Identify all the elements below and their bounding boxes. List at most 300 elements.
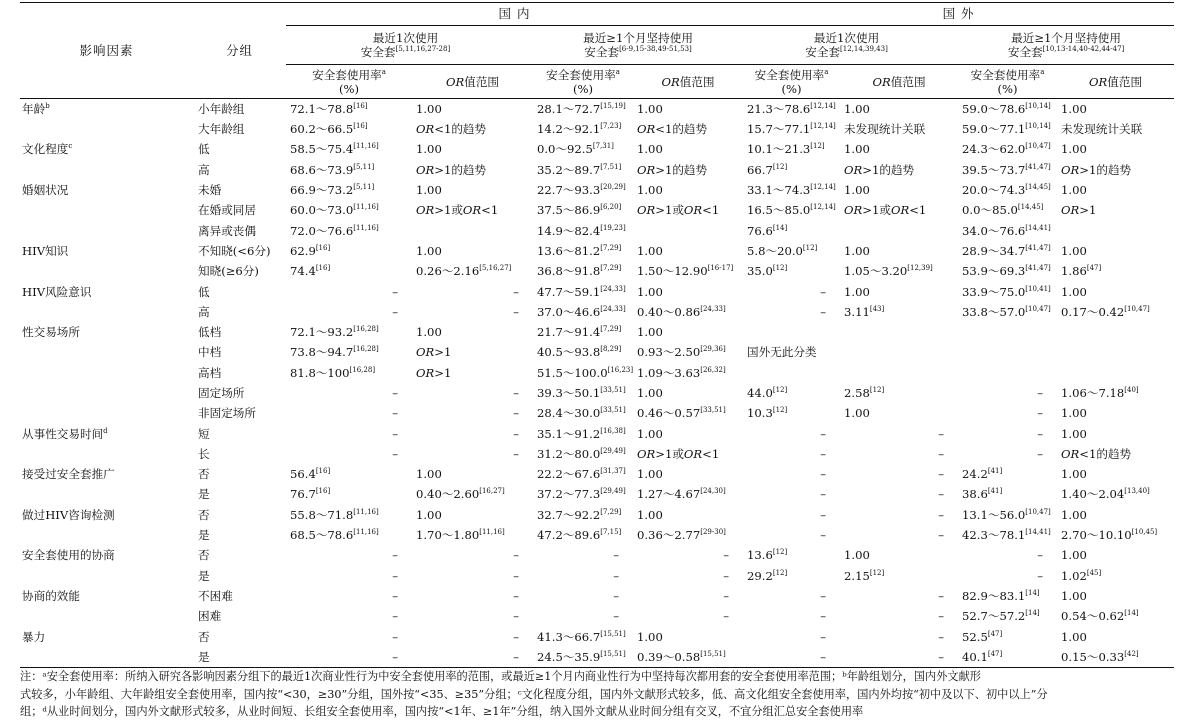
or-cell — [840, 586, 958, 606]
group-label: 否 — [198, 548, 210, 563]
or-cell — [633, 545, 743, 565]
cell-value: – — [513, 588, 519, 603]
group-cell — [193, 220, 286, 240]
factor-cell — [20, 505, 193, 525]
reference-citation: [14] — [1025, 588, 1040, 597]
reference-citation: [14] — [772, 223, 788, 232]
reference-citation: [5,11,16,27-28] — [395, 45, 451, 53]
rate-cell — [533, 505, 633, 525]
cell-value: 51.5～100.0 — [537, 365, 608, 380]
factor-header: 影响因素 — [20, 3, 193, 99]
rate-cell — [533, 99, 633, 120]
table-row — [20, 160, 1174, 180]
or-cell — [840, 302, 958, 322]
factor-label: 安全套使用的协商 — [22, 548, 115, 563]
or-column-header — [1057, 65, 1174, 99]
cell-value: 33.9～75.0 — [962, 284, 1026, 299]
table-row — [20, 545, 1174, 565]
reference-citation: [12,14] — [810, 203, 836, 212]
or-cell — [633, 322, 743, 342]
reference-citation: [10,13-14,40-42,44-47] — [1042, 45, 1125, 53]
rate-cell — [958, 647, 1057, 668]
reference-citation: [11,16] — [479, 528, 505, 537]
cell-value: 62.9 — [290, 243, 316, 258]
factor-label: 性交易场所 — [22, 325, 80, 340]
group-cell — [193, 342, 286, 362]
cell-value: OR>1的趋势 — [416, 162, 487, 177]
cell-value: OR<1的趋势 — [416, 122, 487, 137]
rate-cell — [286, 484, 412, 504]
study-group-header — [533, 26, 743, 65]
rate-cell — [286, 464, 412, 484]
or-cell — [633, 383, 743, 403]
cell-value: 0.39～0.58 — [637, 649, 701, 664]
cell-value: – — [513, 386, 519, 400]
or-cell — [840, 119, 958, 139]
cell-value: 47.7～59.1 — [537, 284, 601, 299]
reference-citation: [16] — [353, 102, 368, 110]
group-cell — [193, 139, 286, 159]
cell-value: 未发现统计关联 — [1061, 122, 1143, 137]
rate-cell — [533, 322, 633, 342]
rate-cell — [286, 383, 412, 403]
cell-value: 28.4～30.0 — [537, 406, 601, 421]
or-label: OR — [445, 74, 465, 89]
cell-value: 81.8～100 — [290, 365, 350, 380]
group-label: 大年龄组 — [198, 122, 245, 137]
reference-citation: [11,16] — [353, 507, 379, 516]
cell-value: – — [1037, 446, 1044, 461]
or-cell — [633, 423, 743, 443]
cell-value: 33.1～74.3 — [747, 183, 811, 198]
cell-value: 0.0～92.5 — [537, 142, 593, 157]
table-body — [20, 99, 1174, 668]
cell-value: 1.06～7.18 — [1061, 386, 1125, 400]
or-cell — [1057, 647, 1174, 668]
reference-citation: [10,47] — [1025, 507, 1051, 516]
or-cell — [412, 505, 533, 525]
or-cell — [412, 119, 533, 139]
cell-value: 1.00 — [637, 284, 663, 299]
reference-citation: [12] — [869, 386, 885, 394]
footnote-mark: d — [103, 426, 108, 435]
reference-citation: [41,47] — [1025, 243, 1051, 252]
reference-citation: [45] — [1086, 568, 1102, 577]
reference-citation: [42] — [1124, 649, 1139, 658]
rate-cell — [743, 606, 840, 626]
cell-value: 1.00 — [1061, 142, 1087, 157]
rate-column-header — [958, 65, 1057, 99]
cell-value: – — [392, 548, 398, 563]
group-label: 在婚或同居 — [198, 203, 256, 218]
table-row — [20, 99, 1174, 120]
or-cell — [840, 160, 958, 180]
reference-citation: [12,14] — [810, 183, 836, 192]
factor-cell — [20, 464, 193, 484]
or-cell — [412, 586, 533, 606]
rate-cell — [743, 139, 840, 159]
table-row — [20, 302, 1174, 322]
cell-value: 52.7～57.2 — [962, 609, 1026, 624]
rate-cell — [743, 566, 840, 586]
rate-cell — [533, 383, 633, 403]
reference-citation: [7,23] — [600, 122, 622, 131]
cell-value: 72.1～93.2 — [290, 325, 354, 340]
cell-value: – — [513, 609, 519, 624]
cell-value: – — [820, 629, 827, 644]
or-cell — [412, 220, 533, 240]
factor-cell — [20, 180, 193, 200]
or-cell — [1057, 139, 1174, 159]
cell-value: 1.00 — [637, 386, 663, 400]
rate-cell — [743, 626, 840, 646]
reference-citation: [12] — [802, 243, 818, 252]
cell-value: – — [1037, 426, 1044, 441]
or-cell — [840, 505, 958, 525]
cell-value: – — [938, 487, 945, 502]
or-cell — [1057, 606, 1174, 626]
factor-cell — [20, 261, 193, 281]
cell-value: 1.09～3.63 — [637, 365, 701, 380]
cell-value: 0.40～0.86 — [637, 304, 701, 319]
factor-cell — [20, 241, 193, 261]
rate-cell — [743, 464, 840, 484]
cell-value: 40.1 — [962, 649, 988, 664]
cell-value: – — [938, 528, 945, 543]
table-row — [20, 423, 1174, 443]
cell-value: – — [392, 588, 398, 603]
or-cell — [412, 383, 533, 403]
or-cell — [412, 99, 533, 120]
group-cell — [193, 505, 286, 525]
or-cell — [840, 403, 958, 423]
group-cell — [193, 200, 286, 220]
cell-value: – — [723, 588, 730, 603]
cell-value: – — [613, 568, 619, 583]
or-cell — [412, 241, 533, 261]
or-cell — [840, 363, 958, 383]
cell-value: 1.50～12.90 — [637, 264, 708, 279]
or-cell — [412, 160, 533, 180]
reference-citation: [10,41] — [1025, 284, 1051, 293]
or-cell — [1057, 160, 1174, 180]
rate-cell — [533, 220, 633, 240]
cell-value: – — [392, 629, 398, 644]
group-cell — [193, 484, 286, 504]
or-cell — [1057, 281, 1174, 301]
cell-value: 1.00 — [637, 142, 663, 157]
cell-value: 3.11 — [844, 304, 870, 319]
factor-cell — [20, 302, 193, 322]
cell-value: – — [392, 446, 398, 461]
cell-value: – — [513, 649, 519, 664]
reference-citation: [41,47] — [1025, 264, 1051, 273]
cell-value: 10.1～21.3 — [747, 142, 811, 157]
cell-value: OR>1的趋势 — [637, 162, 708, 177]
factor-cell — [20, 586, 193, 606]
cell-value: 1.00 — [416, 183, 442, 198]
study-group-line1: 最近≥1个月坚持使用 — [583, 31, 693, 45]
rate-cell — [286, 566, 412, 586]
cell-value: – — [513, 548, 519, 563]
rate-cell — [958, 322, 1057, 342]
group-header: 分组 — [193, 3, 286, 99]
or-column-header — [633, 65, 743, 99]
cell-value: – — [392, 426, 398, 441]
footnote-mark: a — [381, 67, 386, 76]
cell-value: 60.0～73.0 — [290, 203, 354, 218]
cell-value: 59.0～78.6 — [962, 102, 1026, 116]
rate-column-header — [533, 65, 633, 99]
cell-value: 34.0～76.6 — [962, 223, 1026, 238]
group-cell — [193, 302, 286, 322]
cell-value: 28.1～72.7 — [537, 102, 601, 116]
cell-value: 20.0～74.3 — [962, 183, 1026, 198]
table-row — [20, 505, 1174, 525]
or-cell — [840, 626, 958, 646]
cell-value: 40.5～93.8 — [537, 345, 601, 360]
rate-cell — [533, 464, 633, 484]
cell-value: 1.00 — [637, 183, 663, 198]
reference-citation: [16,23] — [607, 365, 633, 374]
cell-value: 32.7～92.2 — [537, 507, 601, 522]
or-cell — [840, 545, 958, 565]
cell-value: 0.40～2.60 — [416, 487, 480, 502]
footnote-mark: c — [68, 142, 73, 151]
rate-cell — [743, 99, 840, 120]
cell-value: 1.00 — [1061, 588, 1087, 603]
or-cell — [1057, 261, 1174, 281]
or-cell — [412, 525, 533, 545]
or-cell — [840, 220, 958, 240]
reference-citation: [10,47] — [1025, 142, 1051, 151]
cell-value: – — [613, 588, 619, 603]
group-cell — [193, 363, 286, 383]
cell-value: – — [513, 426, 519, 441]
cell-value: 31.2～80.0 — [537, 446, 601, 461]
reference-citation: [20,29] — [600, 183, 626, 192]
cell-value: OR>1的趋势 — [1061, 162, 1132, 177]
rate-cell — [958, 626, 1057, 646]
group-cell — [193, 606, 286, 626]
or-cell — [633, 241, 743, 261]
cell-value: OR<1的趋势 — [1061, 446, 1132, 461]
factor-label: 婚姻状况 — [22, 183, 69, 198]
reference-citation: [16-17] — [707, 264, 734, 273]
or-cell — [1057, 505, 1174, 525]
table-row — [20, 241, 1174, 261]
cell-value: 2.58 — [844, 386, 870, 400]
data-table — [20, 2, 1174, 668]
table-row — [20, 200, 1174, 220]
study-group-header — [958, 26, 1174, 65]
cell-value: – — [723, 568, 730, 583]
group-label: 中档 — [198, 345, 222, 360]
reference-citation: [15,19] — [600, 102, 626, 110]
rate-cell — [743, 647, 840, 668]
cell-value: OR>1或OR<1 — [844, 203, 927, 218]
cell-value: 1.00 — [844, 284, 870, 299]
rate-cell — [533, 160, 633, 180]
reference-citation: [14,45] — [1017, 203, 1044, 212]
factor-label: 暴力 — [22, 629, 46, 644]
group-label: 是 — [198, 528, 210, 543]
footnote-mark: b — [45, 102, 50, 110]
cell-value: 37.2～77.3 — [537, 487, 601, 502]
cell-value: – — [513, 284, 519, 299]
cell-value: 0.26～2.16 — [416, 264, 480, 279]
or-cell — [840, 180, 958, 200]
cell-value: – — [1037, 568, 1044, 583]
cell-value: 0.15～0.33 — [1061, 649, 1125, 664]
reference-citation: [16,27] — [479, 487, 505, 496]
rate-cell — [958, 302, 1057, 322]
group-label: 是 — [198, 487, 210, 502]
rate-cell — [958, 545, 1057, 565]
rate-cell — [286, 626, 412, 646]
cell-value: – — [513, 406, 519, 421]
cell-value: 60.2～66.5 — [290, 122, 354, 137]
cell-value: 73.8～94.7 — [290, 345, 354, 360]
or-cell — [633, 342, 743, 362]
reference-citation: [24,33] — [600, 284, 626, 293]
rate-cell — [743, 444, 840, 464]
rate-cell — [286, 119, 412, 139]
group-label: 高 — [198, 304, 210, 319]
or-cell — [412, 200, 533, 220]
group-label: 长 — [198, 446, 210, 461]
factor-cell — [20, 403, 193, 423]
study-group-line1: 最近1次使用 — [813, 31, 880, 45]
reference-citation: [16] — [315, 243, 331, 252]
or-cell — [1057, 241, 1174, 261]
factor-cell — [20, 383, 193, 403]
factor-label: 接受过安全套推广 — [22, 467, 115, 482]
cell-value: – — [392, 649, 398, 664]
factor-cell — [20, 647, 193, 668]
reference-citation: [14,41] — [1025, 223, 1051, 232]
factor-cell — [20, 119, 193, 139]
reference-citation: [10,45] — [1131, 528, 1158, 537]
cell-value: 68.6～73.9 — [290, 162, 354, 177]
cell-value: 59.0～77.1 — [962, 122, 1026, 137]
reference-citation: [12] — [772, 406, 788, 415]
reference-citation: [16] — [315, 467, 331, 476]
factor-label: 文化程度 — [22, 142, 69, 157]
cell-value: 1.02 — [1061, 568, 1087, 583]
or-cell — [412, 322, 533, 342]
cell-value: 39.5～73.7 — [962, 162, 1026, 177]
rate-cell — [533, 626, 633, 646]
cell-value: 44.0 — [747, 386, 773, 400]
or-column-header — [840, 65, 958, 99]
reference-citation: [29-30] — [700, 528, 726, 537]
cell-value: – — [938, 467, 945, 482]
rate-cell — [533, 302, 633, 322]
rate-cell — [743, 241, 840, 261]
reference-citation: [47] — [1086, 264, 1102, 273]
rate-cell — [958, 606, 1057, 626]
cell-value: 1.00 — [637, 325, 663, 340]
or-cell — [633, 586, 743, 606]
rate-cell — [743, 160, 840, 180]
reference-citation: [12,14] — [810, 102, 836, 110]
or-cell — [633, 606, 743, 626]
rate-cell — [286, 99, 412, 120]
table-footnote — [20, 668, 1174, 721]
domestic-header: 国 内 — [286, 3, 743, 26]
or-cell — [633, 626, 743, 646]
cell-value: 0.36～2.77 — [637, 528, 701, 543]
rate-cell — [533, 281, 633, 301]
rate-cell — [958, 383, 1057, 403]
rate-cell — [958, 586, 1057, 606]
table-row — [20, 220, 1174, 240]
cell-value: – — [392, 568, 398, 583]
cell-value: – — [392, 386, 398, 400]
rate-cell — [743, 322, 840, 342]
or-cell — [840, 647, 958, 668]
reference-citation: [11,16] — [353, 223, 379, 232]
reference-citation: [16,28] — [353, 345, 379, 354]
cell-value: 37.5～86.9 — [537, 203, 601, 218]
cell-value: 1.00 — [844, 142, 870, 157]
rate-cell — [743, 423, 840, 443]
cell-value: 39.3～50.1 — [537, 386, 601, 400]
cell-value: 0.46～0.57 — [637, 406, 701, 421]
reference-citation: [10,47] — [1025, 304, 1051, 313]
cell-value: – — [938, 426, 945, 441]
rate-cell — [286, 281, 412, 301]
cell-value: 15.7～77.1 — [747, 122, 811, 137]
or-range-label: 值范围 — [890, 74, 926, 89]
or-cell — [412, 647, 533, 668]
cell-value: 35.0 — [747, 264, 773, 279]
or-cell — [633, 444, 743, 464]
reference-citation: [16,28] — [353, 325, 379, 334]
or-cell — [840, 423, 958, 443]
reference-citation: [19,23] — [600, 223, 626, 232]
reference-citation: [29,49] — [600, 446, 626, 455]
rate-cell — [958, 139, 1057, 159]
or-range-label: 值范围 — [679, 74, 715, 89]
rate-cell — [958, 484, 1057, 504]
group-cell — [193, 119, 286, 139]
table-row — [20, 464, 1174, 484]
rate-label: 安全套使用率 — [970, 67, 1041, 82]
table-row — [20, 322, 1174, 342]
rate-cell — [743, 220, 840, 240]
or-cell — [412, 444, 533, 464]
or-range-label: 值范围 — [1107, 74, 1143, 89]
cell-value: 66.9～73.2 — [290, 183, 354, 198]
factor-label: 协商的效能 — [22, 588, 80, 603]
reference-citation: [16,38] — [600, 426, 626, 435]
footnote-mark: a — [1040, 67, 1045, 76]
group-label: 知晓(≥6分) — [198, 264, 259, 279]
cell-value: OR>1或OR<1 — [637, 203, 720, 218]
rate-cell — [533, 342, 633, 362]
or-cell — [412, 180, 533, 200]
reference-citation: [16,28] — [349, 365, 376, 374]
or-cell — [1057, 484, 1174, 504]
or-cell — [1057, 423, 1174, 443]
factor-cell — [20, 363, 193, 383]
or-cell — [633, 403, 743, 423]
study-group-line2: 安全套 — [1007, 45, 1043, 59]
rate-unit: (%) — [572, 81, 594, 96]
rate-cell — [958, 464, 1057, 484]
